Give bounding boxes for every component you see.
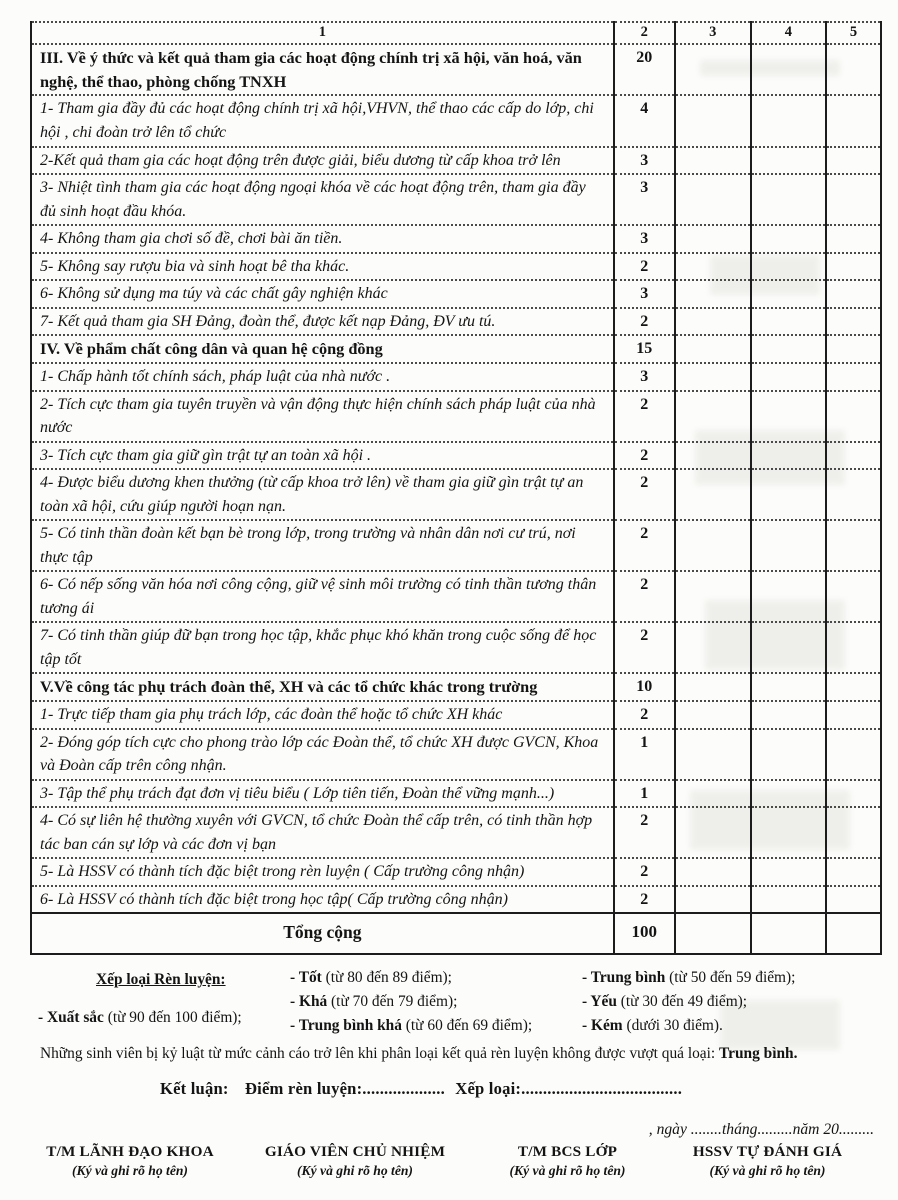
- score-label: Điểm rèn luyện:: [245, 1078, 363, 1098]
- classification-item: - Xuất sắc (từ 90 đến 100 điểm);: [38, 1008, 242, 1026]
- score-cell: [675, 280, 751, 308]
- criterion-text: 6- Có nếp sống văn hóa nơi công cộng, giữ vệ sinh môi trường có tinh thần tương thân tương ái: [31, 571, 614, 622]
- criterion-text: 2-Kết quả tham gia các hoạt động trên được giải, biểu dương từ cấp khoa trở lên: [31, 147, 614, 175]
- signature-block-class-committee: [480, 1143, 655, 1179]
- criterion-text: 3- Tập thể phụ trách đạt đơn vị tiêu biểu ( Lớp tiên tiến, Đoàn thể vững mạnh...): [31, 780, 614, 808]
- score-cell: [675, 520, 751, 571]
- table-row: [31, 308, 881, 336]
- table-row: [31, 571, 881, 622]
- score-cell: [751, 469, 826, 520]
- score-cell: [751, 807, 826, 858]
- score-cell: [826, 147, 881, 175]
- table-row: [31, 622, 881, 673]
- score-cell: [751, 701, 826, 729]
- max-points: 4: [614, 95, 675, 146]
- score-cell: [675, 807, 751, 858]
- score-cell: [751, 44, 826, 96]
- score-cell: [675, 622, 751, 673]
- score-cell: [751, 571, 826, 622]
- score-cell: [751, 225, 826, 253]
- score-cell: [751, 280, 826, 308]
- criterion-text: 1- Tham gia đầy đủ các hoạt động chính trị xã hội,VHVN, thể thao các cấp do lớp, chi hội , chi đoàn trở lên tổ chức: [31, 95, 614, 146]
- signature-subtitle: (Ký và ghi rõ họ tên): [72, 1162, 188, 1178]
- criterion-text: 7- Kết quả tham gia SH Đảng, đoàn thể, được kết nạp Đảng, ĐV ưu tú.: [31, 308, 614, 336]
- max-points: 2: [614, 308, 675, 336]
- score-cell: [751, 308, 826, 336]
- legend-title: Xếp loại Rèn luyện:: [96, 971, 226, 989]
- max-points: 2: [614, 858, 675, 886]
- discipline-note: Những sinh viên bị kỷ luật từ mức cảnh cáo trở lên khi phân loại kết quả rèn luyện không được vượt quá loại: Trung bình.: [40, 1044, 798, 1062]
- score-cell: [675, 780, 751, 808]
- max-points: 2: [614, 807, 675, 858]
- score-cell: [826, 174, 881, 225]
- criteria-table: [30, 21, 882, 955]
- score-dotted-blank: ...................: [362, 1078, 445, 1098]
- class-dotted-blank: .....................................: [521, 1078, 683, 1098]
- score-cell: [675, 858, 751, 886]
- criterion-text: 1- Chấp hành tốt chính sách, pháp luật của nhà nước .: [31, 363, 614, 391]
- column-header: 3: [675, 22, 751, 44]
- score-cell: [675, 225, 751, 253]
- signature-title: T/M BCS LỚP: [517, 1142, 618, 1160]
- score-cell: [826, 469, 881, 520]
- score-cell: [675, 253, 751, 281]
- score-cell: [751, 335, 826, 363]
- score-cell: [751, 729, 826, 780]
- signature-row: [30, 1143, 882, 1179]
- score-cell: [675, 469, 751, 520]
- score-cell: [826, 913, 881, 954]
- criterion-text: 6- Là HSSV có thành tích đặc biệt trong học tập( Cấp trường công nhận): [31, 886, 614, 914]
- score-cell: [826, 95, 881, 146]
- criterion-text: 4- Được biểu dương khen thưởng (từ cấp khoa trở lên) về tham gia giữ gìn trật tự an toàn xã hội, cứu giúp người hoạn nạn.: [31, 469, 614, 520]
- score-cell: [675, 673, 751, 701]
- table-row: [31, 858, 881, 886]
- table-row: [31, 225, 881, 253]
- total-points: 100: [614, 913, 675, 954]
- table-row: [31, 780, 881, 808]
- score-cell: [751, 913, 826, 954]
- score-cell: [675, 729, 751, 780]
- table-row: [31, 95, 881, 146]
- max-points: 10: [614, 673, 675, 701]
- criterion-text: 4- Không tham gia chơi số đề, chơi bài ăn tiền.: [31, 225, 614, 253]
- column-header: 4: [751, 22, 826, 44]
- classification-item: - Khá (từ 70 đến 79 điểm);: [290, 992, 458, 1010]
- score-cell: [826, 253, 881, 281]
- score-cell: [826, 520, 881, 571]
- table-row: [31, 147, 881, 175]
- criterion-text: 4- Có sự liên hệ thường xuyên với GVCN, tổ chức Đoàn thể cấp trên, có tinh thần hợp tác ban cán sự lớp và các đơn vị bạn: [31, 807, 614, 858]
- signature-block-student-self-assessment: [655, 1143, 880, 1179]
- signature-subtitle: (Ký và ghi rõ họ tên): [709, 1162, 826, 1178]
- criterion-text: 3- Tích cực tham gia giữ gìn trật tự an toàn xã hội .: [31, 442, 614, 470]
- conclusion-line: [160, 1079, 882, 1099]
- score-cell: [826, 780, 881, 808]
- max-points: 2: [614, 701, 675, 729]
- criterion-text: IV. Về phẩm chất công dân và quan hệ cộng đồng: [31, 335, 614, 363]
- signature-title: GIÁO VIÊN CHỦ NHIỆM: [264, 1142, 446, 1160]
- score-cell: [826, 363, 881, 391]
- max-points: 2: [614, 520, 675, 571]
- table-row-section: [31, 335, 881, 363]
- score-cell: [826, 335, 881, 363]
- score-cell: [826, 44, 881, 96]
- score-cell: [675, 442, 751, 470]
- table-row: [31, 280, 881, 308]
- score-cell: [675, 886, 751, 914]
- score-cell: [826, 807, 881, 858]
- score-cell: [675, 571, 751, 622]
- score-cell: [826, 280, 881, 308]
- score-cell: [751, 147, 826, 175]
- classification-item: - Kém (dưới 30 điểm).: [582, 1016, 723, 1034]
- score-cell: [751, 886, 826, 914]
- criterion-text: 2- Đóng góp tích cực cho phong trào lớp các Đoàn thể, tổ chức XH được GVCN, Khoa và Đoàn cấp trên công nhận.: [31, 729, 614, 780]
- score-cell: [751, 95, 826, 146]
- score-cell: [751, 673, 826, 701]
- max-points: 2: [614, 571, 675, 622]
- signature-subtitle: (Ký và ghi rõ họ tên): [509, 1162, 626, 1178]
- legend-column-3: [582, 966, 882, 1038]
- criterion-text: 1- Trực tiếp tham gia phụ trách lớp, các đoàn thể hoặc tổ chức XH khác: [31, 701, 614, 729]
- score-cell: [675, 701, 751, 729]
- table-row: [31, 469, 881, 520]
- max-points: 1: [614, 729, 675, 780]
- conclusion-label: Kết luận:: [160, 1078, 229, 1098]
- criterion-text: 5- Là HSSV có thành tích đặc biệt trong rèn luyện ( Cấp trường công nhận): [31, 858, 614, 886]
- criterion-text: 2- Tích cực tham gia tuyên truyền và vận động thực hiện chính sách pháp luật của nhà nước: [31, 391, 614, 442]
- score-cell: [826, 571, 881, 622]
- column-header-row: [31, 22, 881, 44]
- score-cell: [751, 622, 826, 673]
- table-row: [31, 253, 881, 281]
- total-label: Tổng cộng: [31, 913, 614, 954]
- max-points: 2: [614, 469, 675, 520]
- score-cell: [675, 913, 751, 954]
- score-cell: [675, 391, 751, 442]
- table-row-section: [31, 44, 881, 96]
- score-cell: [751, 858, 826, 886]
- score-cell: [675, 95, 751, 146]
- criterion-text: 6- Không sử dụng ma túy và các chất gây nghiện khác: [31, 280, 614, 308]
- signature-title: HSSV TỰ ĐÁNH GIÁ: [692, 1142, 843, 1160]
- max-points: 3: [614, 225, 675, 253]
- classification-item: - Tốt (từ 80 đến 89 điểm);: [290, 969, 452, 987]
- score-cell: [751, 391, 826, 442]
- max-points: 2: [614, 391, 675, 442]
- signature-title: T/M LÃNH ĐẠO KHOA: [46, 1142, 214, 1160]
- score-cell: [826, 308, 881, 336]
- score-cell: [675, 147, 751, 175]
- criterion-text: III. Về ý thức và kết quả tham gia các hoạt động chính trị xã hội, văn hoá, văn nghệ, thể thao, phòng chống TNXH: [31, 44, 614, 96]
- signature-block-faculty: [30, 1143, 230, 1179]
- max-points: 20: [614, 44, 675, 96]
- max-points: 3: [614, 147, 675, 175]
- classification-item: - Yếu (từ 30 đến 49 điểm);: [582, 992, 748, 1010]
- score-cell: [751, 520, 826, 571]
- classification-item: - Trung bình (từ 50 đến 59 điểm);: [582, 969, 796, 987]
- table-row: [31, 363, 881, 391]
- max-points: 3: [614, 280, 675, 308]
- score-cell: [675, 44, 751, 96]
- criterion-text: 5- Không say rượu bia và sinh hoạt bê tha khác.: [31, 253, 614, 281]
- max-points: 2: [614, 886, 675, 914]
- table-row-total: [31, 913, 881, 954]
- score-cell: [675, 335, 751, 363]
- table-row: [31, 520, 881, 571]
- score-cell: [751, 442, 826, 470]
- table-row: [31, 391, 881, 442]
- criterion-text: 7- Có tinh thần giúp đữ bạn trong học tập, khắc phục khó khăn trong cuộc sống để học tập tốt: [31, 622, 614, 673]
- date-line: , ngày ........tháng.........năm 20.........: [648, 1120, 874, 1138]
- table-row: [31, 807, 881, 858]
- score-cell: [751, 174, 826, 225]
- criterion-text: V.Về công tác phụ trách đoàn thể, XH và các tổ chức khác trong trường: [31, 673, 614, 701]
- table-row: [31, 174, 881, 225]
- column-header: 5: [826, 22, 881, 44]
- classification-legend: [38, 966, 882, 1038]
- score-cell: [675, 363, 751, 391]
- score-cell: [826, 886, 881, 914]
- score-cell: [751, 780, 826, 808]
- max-points: 2: [614, 442, 675, 470]
- score-cell: [751, 253, 826, 281]
- table-row: [31, 729, 881, 780]
- class-label: Xếp loại:: [455, 1078, 522, 1098]
- classification-item: - Trung bình khá (từ 60 đến 69 điểm);: [290, 1016, 533, 1034]
- score-cell: [826, 622, 881, 673]
- table-row: [31, 701, 881, 729]
- table-row: [31, 886, 881, 914]
- max-points: 15: [614, 335, 675, 363]
- score-cell: [675, 174, 751, 225]
- column-header: 1: [31, 22, 614, 44]
- score-cell: [826, 225, 881, 253]
- max-points: 1: [614, 780, 675, 808]
- score-cell: [675, 308, 751, 336]
- score-cell: [826, 673, 881, 701]
- max-points: 2: [614, 253, 675, 281]
- legend-column-1: [38, 966, 290, 1038]
- signature-block-homeroom-teacher: [230, 1143, 480, 1179]
- max-points: 2: [614, 622, 675, 673]
- score-cell: [826, 701, 881, 729]
- criterion-text: 3- Nhiệt tình tham gia các hoạt động ngoại khóa về các hoạt động trên, tham gia đầy đủ sinh hoạt đầu khóa.: [31, 174, 614, 225]
- score-cell: [826, 391, 881, 442]
- legend-column-2: [290, 966, 582, 1038]
- max-points: 3: [614, 363, 675, 391]
- max-points: 3: [614, 174, 675, 225]
- column-header: 2: [614, 22, 675, 44]
- score-cell: [826, 729, 881, 780]
- score-cell: [826, 442, 881, 470]
- signature-subtitle: (Ký và ghi rõ họ tên): [297, 1162, 413, 1178]
- score-cell: [826, 858, 881, 886]
- table-row-section: [31, 673, 881, 701]
- table-row: [31, 442, 881, 470]
- criterion-text: 5- Có tinh thần đoàn kết bạn bè trong lớp, trong trường và nhân dân nơi cư trú, nơi thực tập: [31, 520, 614, 571]
- score-cell: [751, 363, 826, 391]
